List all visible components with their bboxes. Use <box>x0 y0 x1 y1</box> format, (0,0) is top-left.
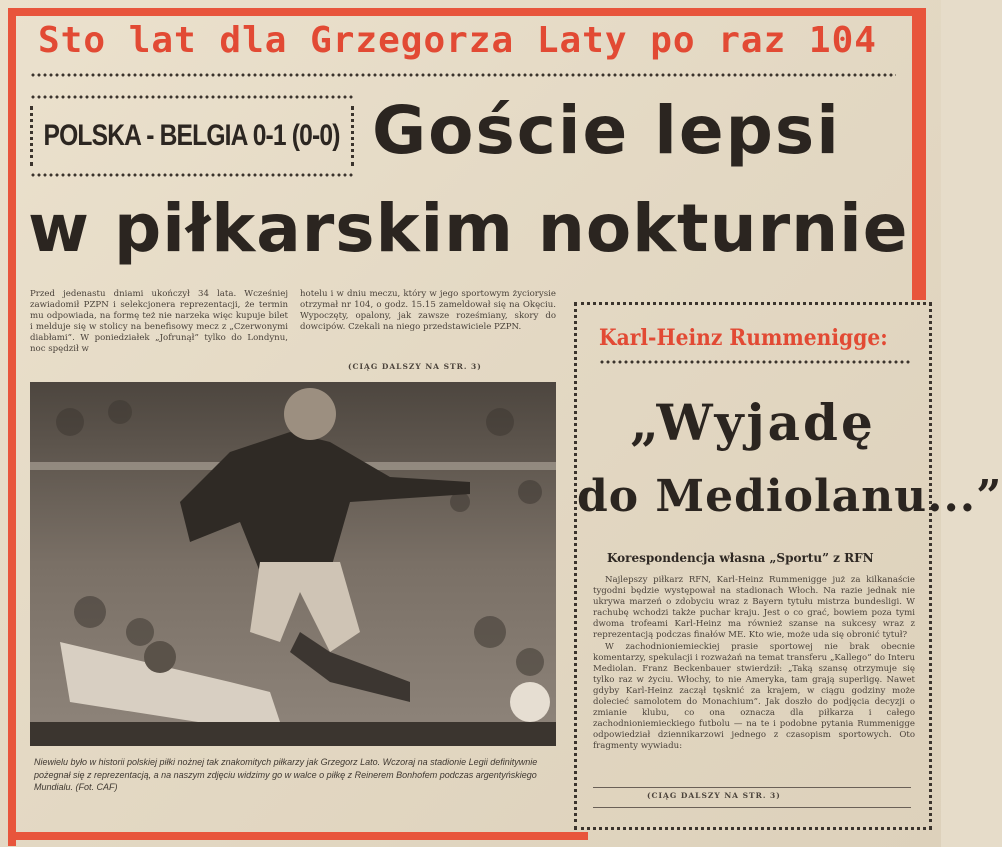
sidebar-title: Karl-Heinz Rummenigge: <box>599 325 888 351</box>
sidebar-paragraph: Najlepszy piłkarz RFN, Karl-Heinz Rummenigge już za kilkanaście tygodni będzie występował na stadionach Włoch. Na razie jednak nie ukrywa marzeń o zdobyciu wraz z Bayern tytułu mistrza bundesligi. W rachubę wchodzi także puchar kraju. Jest o co grać, bowiem poza tymi dwoma trofeami Karl-Heinz ma również szanse na sukcesy wraz z reprezentacją podczas finałów ME. Kto wie, może uda się obronić tytuł? <box>593 575 915 640</box>
photo-credit: (Fot. CAF) <box>75 782 118 792</box>
article-column-mid: hotelu i w dniu meczu, który w jego sportowym życiorysie otrzymał nr 104, o godz. 15.15 zameldował się na Okęciu. Wypoczęty, opalony, jak zawsze roześmiany, skory do dowcipów. Czekali na niego przedstawiciele PZPN. <box>300 289 556 332</box>
score-box-dots-bottom <box>30 172 354 178</box>
sidebar-box <box>574 302 1002 830</box>
caption-text: Niewielu było w historii polskiej piłki nożnej tak znakomitych piłkarzy jak Grzegorz Lato. Wczoraj na stadionie Legii definitywnie pożegnał się z reprezentacją, a na naszym zdjęciu widzimy go w walce o piłkę z Reinerem Bonhofem podczas argentyńskiego Mundialu. <box>34 757 538 792</box>
article-column-left: Przed jedenastu dniami ukończył 34 lata. Wcześniej zawiadomił PZPN i selekcjonera reprezentacji, że termin mu odpowiada, na formę też nie narzeka więc kupuje bilet i melduje się w stolicy na benefisowy mecz z „Czerwonymi diabłami”. W poniedziałek „Jofrunął” tylko do Londynu, noc spędził w <box>30 289 288 354</box>
score-box <box>30 94 354 182</box>
sidebar-paragraph: W zachodnioniemieckiej prasie sportowej nie brak obecnie komentarzy, spekulacji i rozważań na temat transferu „Kallego” do Interu Mediolan. Franz Beckenbauer stwierdził: „Taką szansę otrzymuje się tylko raz w życiu. Włochy, to nie Ameryka, tam grają superligę. Nawet gdyby Karl-Heinz zaczął tęsknić za krajem, w ciągu godziny może dolecieć samolotem do Monachium”. Jak doszło do podjęcia decyzji o zmianie klubu, co ona oznacza dla piłkarza i całego zachodnioniemieckiego futbolu — na te i podobne pytania Rummenigge odpowiedział dziennikarzowi jednego z czasopism sportowych. Oto fragmenty wywiadu: <box>593 642 915 751</box>
sidebar-quote-line-2: do Mediolanu...” <box>577 471 1002 522</box>
sidebar-rule-1 <box>593 787 911 788</box>
dotted-rule-top <box>30 72 896 78</box>
sidebar-body <box>593 575 915 753</box>
score-box-inner <box>30 106 354 166</box>
red-border-left <box>8 8 16 846</box>
sidebar-dotted-rule <box>599 359 911 364</box>
sidebar-quote-line-1: „Wyjadę <box>630 393 876 452</box>
kicker-headline: Sto lat dla Grzegorza Laty po raz 104 <box>38 20 877 61</box>
sidebar-rule-2 <box>593 807 911 808</box>
red-border-bottom <box>8 832 588 840</box>
score-box-dots-top <box>30 94 354 100</box>
sidebar-continued: (CIĄG DALSZY NA STR. 3) <box>647 791 781 800</box>
red-border-top <box>14 8 926 16</box>
photo-illustration <box>30 382 556 746</box>
headline-line-2: w piłkarskim nokturnie <box>28 190 909 267</box>
photo-caption <box>34 756 554 794</box>
match-photo <box>30 382 556 746</box>
red-border-right <box>912 8 926 300</box>
match-score: POLSKA - BELGIA 0-1 (0-0) <box>43 119 341 152</box>
sidebar-subtitle: Korespondencja własna „Sportu” z RFN <box>607 551 874 565</box>
article-continued: (CIĄG DALSZY NA STR. 3) <box>348 362 482 371</box>
headline-line-1: Goście lepsi <box>372 92 841 169</box>
